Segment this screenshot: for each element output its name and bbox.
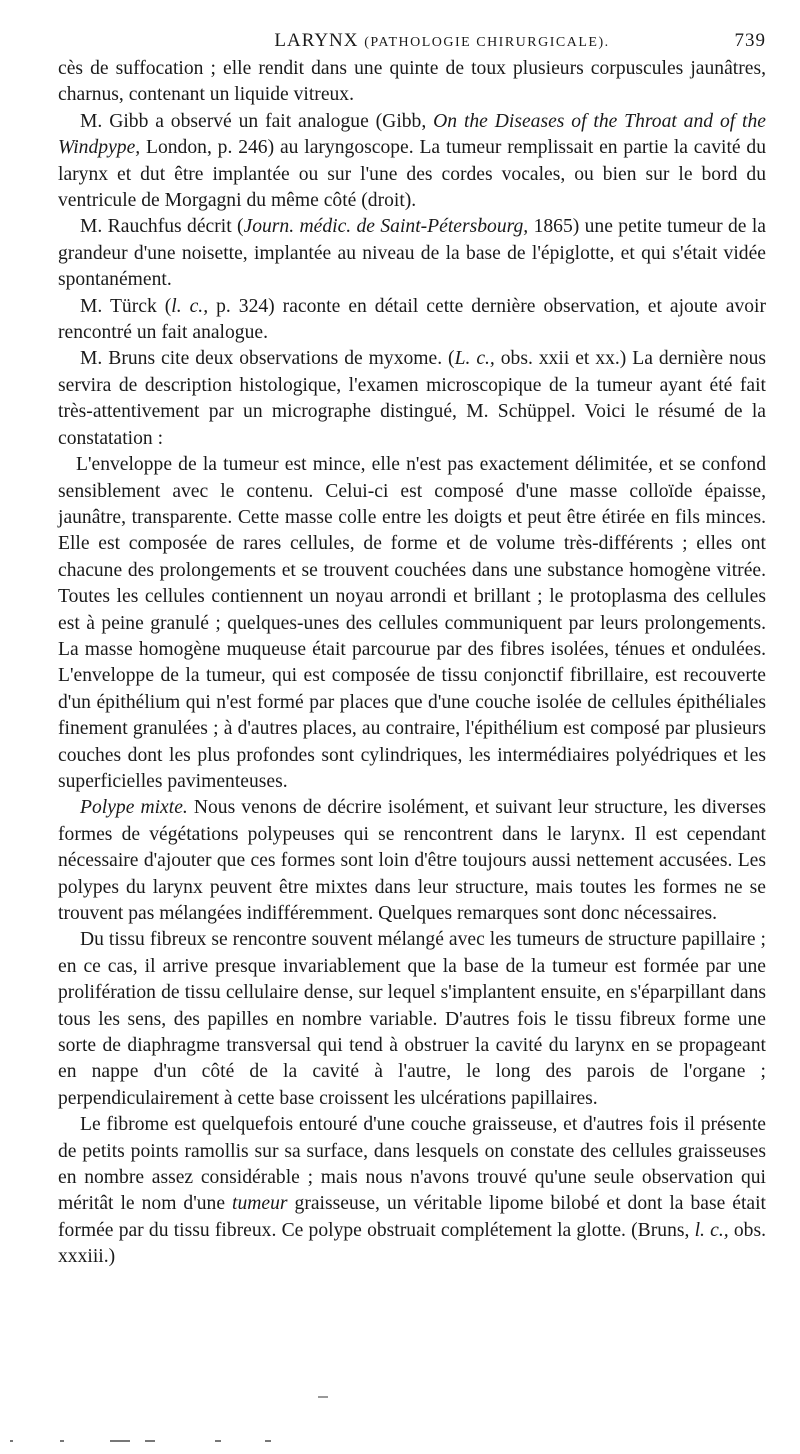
paragraph-fibrome-italic-tumeur: tumeur [232,1193,288,1215]
paragraph-tissu-fibreux: Du tissu fibreux se rencontre souvent mélangé avec les tumeurs de structure papillaire ; en ce cas, il arrive presque invariablement que la base de la tumeur est formée par une prolifération de tissu cellulaire dense, sur lequel s'implantent ensuite, en s'éparpillant dans tous les sens, des papilles en nombre variable. D'autres fois le tissu fibreux forme une sorte de diaphragme transversal qui tend à obstruer la cavité du larynx en se propageant en nappe d'un côté de la cavité à l'autre, le long des parois de l'organe ; perpendiculairement à cette base croissent les ulcérations papillaires. [58,929,766,1109]
page-number: 739 [734,30,766,51]
paragraph-bruns [58,346,766,452]
paragraph-rauchfus-text-a: M. Rauchfus décrit ( [80,216,244,238]
paragraph-rauchfus-text-b: 1865) une petite tumeur de la grandeur d'une noisette, implantée au niveau de la base de l'épiglotte, et qui s'était vidée spontanément. [58,216,766,291]
paragraph-bruns-text-a: M. Bruns cite deux observations de myxome. ( [80,348,455,370]
paragraph-fibrome-citation: l. c., [694,1219,729,1241]
paragraph-polype-mixte-text: Nous venons de décrire isolément, et suivant leur structure, les diverses formes de végétations polypeuses qui se rencontrent dans le larynx. Il est cependant nécessaire d'ajouter que ces formes sont loin d'être toujours aussi nettement accusées. Les polypes du larynx peuvent être mixtes dans leur structure, mais toutes les formes ne se trouvent pas mélangées indifféremment. Quelques remarques sont donc nécessaires. [58,797,766,924]
scan-mark [60,1440,64,1442]
paragraph-turck-text-b: p. 324) raconte en détail cette dernière observation, et ajoute avoir rencontré un fait analogue. [58,295,767,344]
paragraph-gibb [58,109,766,215]
paragraph-continuation: cès de suffocation ; elle rendit dans une quinte de toux plusieurs corpuscules jaunâtres, charnus, contenant un liquide vitreux. [58,58,766,106]
scan-mark [145,1440,155,1442]
print-mark [318,1396,328,1398]
paragraph-gibb-text-a: M. Gibb a observé un fait analogue (Gibb, [80,110,434,132]
paragraph-gibb-text-b: London, p. 246) au laryngoscope. La tumeur remplissait en partie la cavité du larynx et dut être implantée ou sur l'une des cordes vocales, ou bien sur le bord du ventricule de Morgagni du même côté (droit). [58,137,766,212]
paragraph-polype-mixte [58,795,766,927]
footer-scan-marks [0,1440,800,1444]
paragraph-rauchfus [58,214,766,293]
body-text [58,56,766,1271]
paragraph-turck-citation: l. c., [171,295,209,317]
page [58,30,766,1271]
scan-mark [265,1440,271,1442]
scan-mark [10,1440,13,1442]
paragraph-turck [58,294,766,347]
section-heading-polype-mixte: Polype mixte. [80,797,188,819]
paragraph-histology: L'enveloppe de la tumeur est mince, elle n'est pas exactement délimitée, et se confond sensiblement avec le contenu. Celui-ci est composé d'une masse colloïde épaisse, jaunâtre, transparente. Cette masse colle entre les doigts et peut être étirée en fils minces. Elle est composée de rares cellules, de forme et de volume très-différents ; elles ont chacune des prolongements et se trouvent couchées dans une substance homogène vitrée. Toutes les cellules contiennent un noyau arrondi et brillant ; le protoplasma des cellules est à peine granulé ; quelques-unes des cellules communiquent par leurs prolongements. La masse homogène muqueuse était parcourue par des fibres isolées, ténues et ondulées. L'enveloppe de la tumeur, qui est composée de tissu conjonctif fibrillaire, est recouverte d'un épithélium qui n'est formé par places que d'une couche isolée de cellules épithéliales finement granulées ; à d'autres places, au contraire, l'épithélium est composé par plusieurs couches dont les plus profondes sont cylindriques, les intermédiaires polyédriques et les superficielles pavimenteuses. [58,454,766,792]
running-head [58,30,766,56]
paragraph-bruns-citation: L. c., [454,348,495,370]
paragraph-fibrome-text-b: graisseuse, un véritable lipome bilobé et dont la base était formée par du tissu fibreux. Ce polype obstruait complétement la glotte. (Bruns, [58,1193,766,1241]
paragraph-rauchfus-citation: Journ. médic. de Saint-Pétersbourg, [243,216,529,238]
paragraph-fibrome [58,1112,766,1270]
running-title [214,30,609,52]
running-title-main: LARYNX [274,30,359,51]
running-title-sub: (PATHOLOGIE CHIRURGICALE). [364,35,610,50]
paragraph-bruns-text-b: obs. xxii et xx.) La dernière nous servira de description histologique, l'examen microscopique de la tumeur ayant été fait très-attentivement par un micrographe distingué, M. Schüppel. Voici le résumé de la constatation : [58,348,767,449]
scan-mark [215,1440,221,1442]
paragraph-fibrome-text-a: Le fibrome est quelquefois entouré d'une couche graisseuse, et d'autres fois il présente de petits points ramollis sur sa surface, dans lesquels on constate des cellules graisseuses en nombre assez considérable ; mais nous n'avons trouvé qu'une seule observation qui méritât le nom d'une [58,1114,766,1215]
paragraph-gibb-citation: On the Diseases of the Throat and of the Windpype, [58,110,766,159]
paragraph-turck-text-a: M. Türck ( [80,295,172,317]
scan-mark [110,1440,130,1442]
paragraph-fibrome-text-c: obs. xxxiii.) [58,1219,767,1268]
